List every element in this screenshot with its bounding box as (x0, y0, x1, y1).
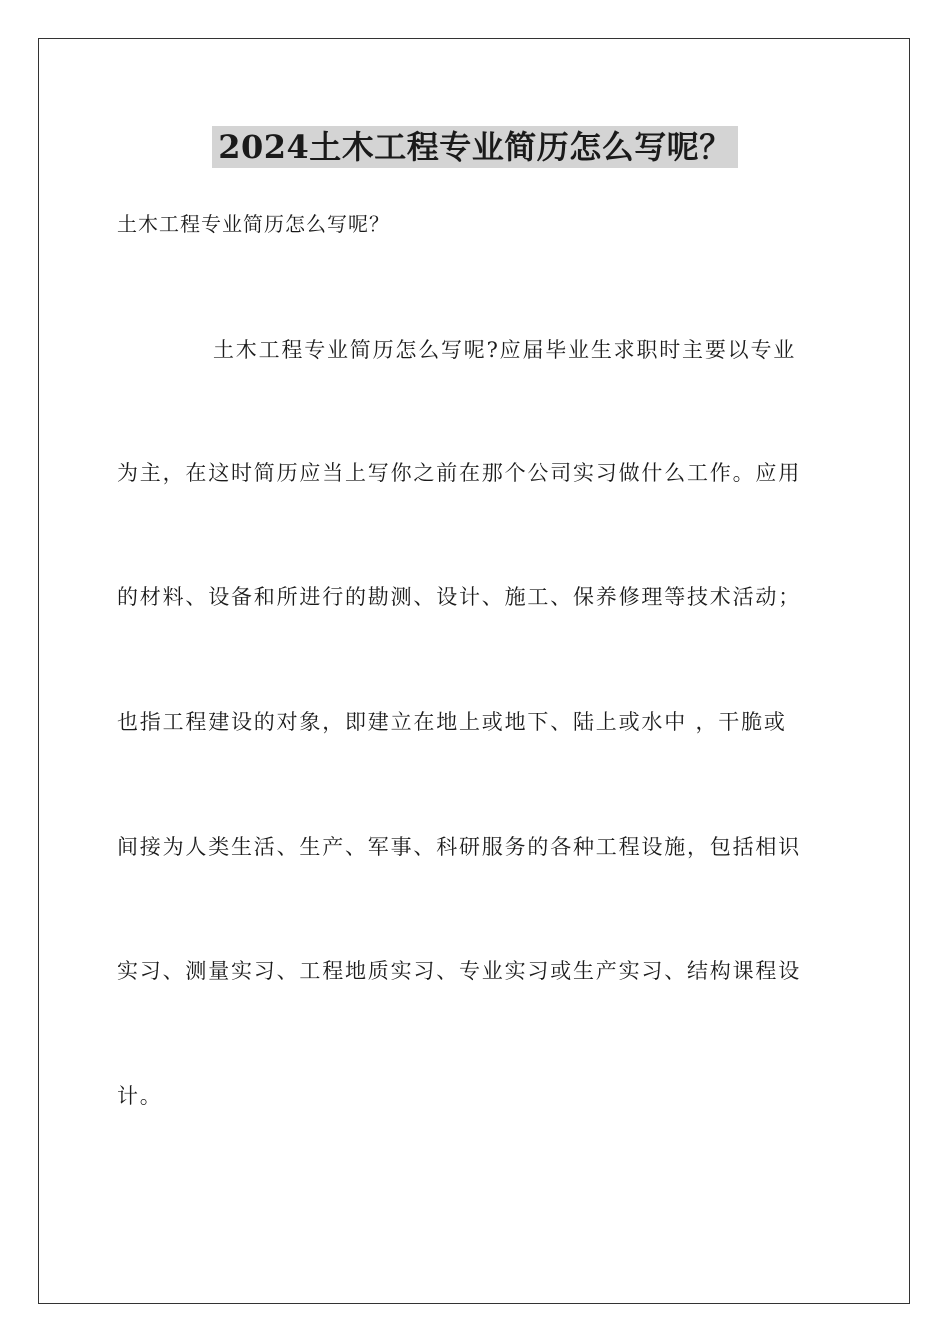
body-line: 为主，在这时简历应当上写你之前在那个公司实习做什么工作。应用 (117, 461, 801, 485)
body-line: 计。 (117, 1084, 163, 1108)
body-line: 间接为人类生活、生产、军事、科研服务的各种工程设施，包括相识 (117, 835, 801, 859)
body-line: 的材料、设备和所进行的勘测、设计、施工、保养修理等技术活动； (117, 585, 801, 609)
body-line: 也指工程建设的对象，即建立在地上或地下、陆上或水中 ，干脆或 (117, 710, 787, 734)
body-line: 土木工程专业简历怎么写呢?应届毕业生求职时主要以专业 (213, 338, 797, 362)
title-container (0, 126, 950, 168)
document-title: 2024土木工程专业简历怎么写呢？ (212, 126, 738, 168)
document-subtitle: 土木工程专业简历怎么写呢？ (117, 212, 390, 236)
body-line: 实习、测量实习、工程地质实习、专业实习或生产实习、结构课程设 (117, 959, 801, 983)
